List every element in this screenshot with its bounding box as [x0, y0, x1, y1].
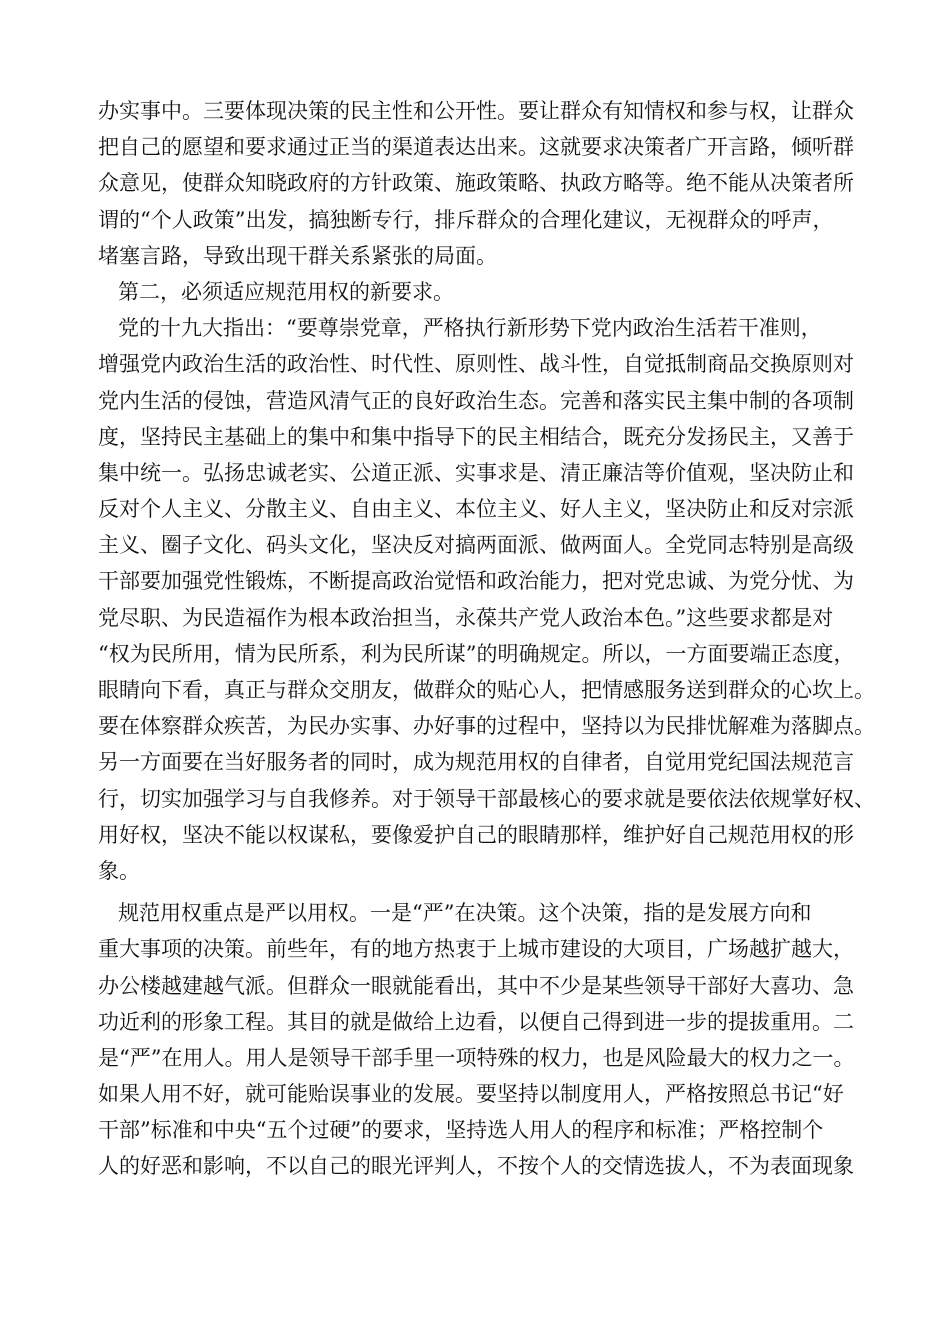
text-line: 眼睛向下看，真正与群众交朋友，做群众的贴心人，把情感服务送到群众的心坎上。 — [98, 678, 875, 702]
text-line: 度，坚持民主基础上的集中和集中指导下的民主相结合，既充分发扬民主，又善于 — [98, 424, 854, 449]
text-line: 规范用权重点是严以用权。一是“严”在决策。这个决策，指的是发展方向和 — [118, 901, 812, 926]
text-line: 主义、圈子文化、码头文化，坚决反对搞两面派、做两面人。全党同志特别是高级 — [98, 533, 854, 558]
text-line: 党内生活的侵蚀，营造风清气正的良好政治生态。完善和落实民主集中制的各项制 — [98, 388, 854, 413]
text-line: 另一方面要在当好服务者的同时，成为规范用权的自律者，自觉用党纪国法规范言 — [98, 750, 854, 775]
text-line: 如果人用不好，就可能贻误事业的发展。要坚持以制度用人，严格按照总书记“好 — [98, 1082, 844, 1107]
section-heading: 第二，必须适应规范用权的新要求。 — [118, 279, 454, 304]
text-line: 谓的“个人政策”出发，搞独断专行，排斥群众的合理化建议，无视群众的呼声， — [98, 207, 834, 232]
text-line: 是“严”在用人。用人是领导干部手里一项特殊的权力，也是风险最大的权力之一。 — [98, 1045, 855, 1070]
text-line: 增强党内政治生活的政治性、时代性、原则性、战斗性，自觉抵制商品交换原则对 — [98, 352, 854, 377]
text-line: 象。 — [98, 858, 140, 883]
text-line: “权为民所用，情为民所系，利为民所谋”的明确规定。所以，一方面要端正态度， — [98, 641, 855, 666]
text-line: 办实事中。三要体现决策的民主性和公开性。要让群众有知情权和参与权，让群众 — [98, 99, 854, 123]
text-line: 干部要加强党性锻炼，不断提高政治觉悟和政治能力，把对党忠诚、为党分忧、为 — [98, 569, 854, 594]
text-line: 反对个人主义、分散主义、自由主义、本位主义、好人主义，坚决防止和反对宗派 — [98, 497, 854, 522]
text-line: 用好权，坚决不能以权谋私，要像爱护自己的眼睛那样，维护好自己规范用权的形 — [98, 822, 854, 847]
text-line: 要在体察群众疾苦，为民办实事、办好事的过程中，坚持以为民排忧解难为落脚点。 — [98, 714, 875, 739]
text-line: 干部”标准和中央“五个过硬”的要求，坚持选人用人的程序和标准；严格控制个 — [98, 1118, 824, 1143]
text-line: 堵塞言路，导致出现干群关系紧张的局面。 — [98, 243, 497, 268]
text-line: 把自己的愿望和要求通过正当的渠道表达出来。这就要求决策者广开言路，倾听群 — [98, 135, 854, 160]
text-line: 功近利的形象工程。其目的就是做给上边看，以便自己得到进一步的提拔重用。二 — [98, 1009, 854, 1034]
text-line: 行，切实加强学习与自我修养。对于领导干部最核心的要求就是要依法依规掌好权、 — [98, 786, 875, 811]
text-line: 人的好恶和影响，不以自己的眼光评判人，不按个人的交情选拔人，不为表面现象 — [98, 1154, 854, 1179]
text-line: 党的十九大指出：“要尊崇党章，严格执行新形势下党内政治生活若干准则， — [118, 316, 822, 341]
text-line: 集中统一。弘扬忠诚老实、公道正派、实事求是、清正廉洁等价值观，坚决防止和 — [98, 460, 854, 485]
text-line: 办公楼越建越气派。但群众一眼就能看出，其中不少是某些领导干部好大喜功、急 — [98, 973, 854, 998]
text-line: 众意见，使群众知晓政府的方针政策、施政策略、执政方略等。绝不能从决策者所 — [98, 171, 854, 196]
text-line: 重大事项的决策。前些年，有的地方热衷于上城市建设的大项目，广场越扩越大， — [98, 937, 854, 962]
text-line: 党尽职、为民造福作为根本政治担当，永葆共产党人政治本色。”这些要求都是对 — [98, 605, 834, 630]
body-text — [98, 93, 898, 1185]
